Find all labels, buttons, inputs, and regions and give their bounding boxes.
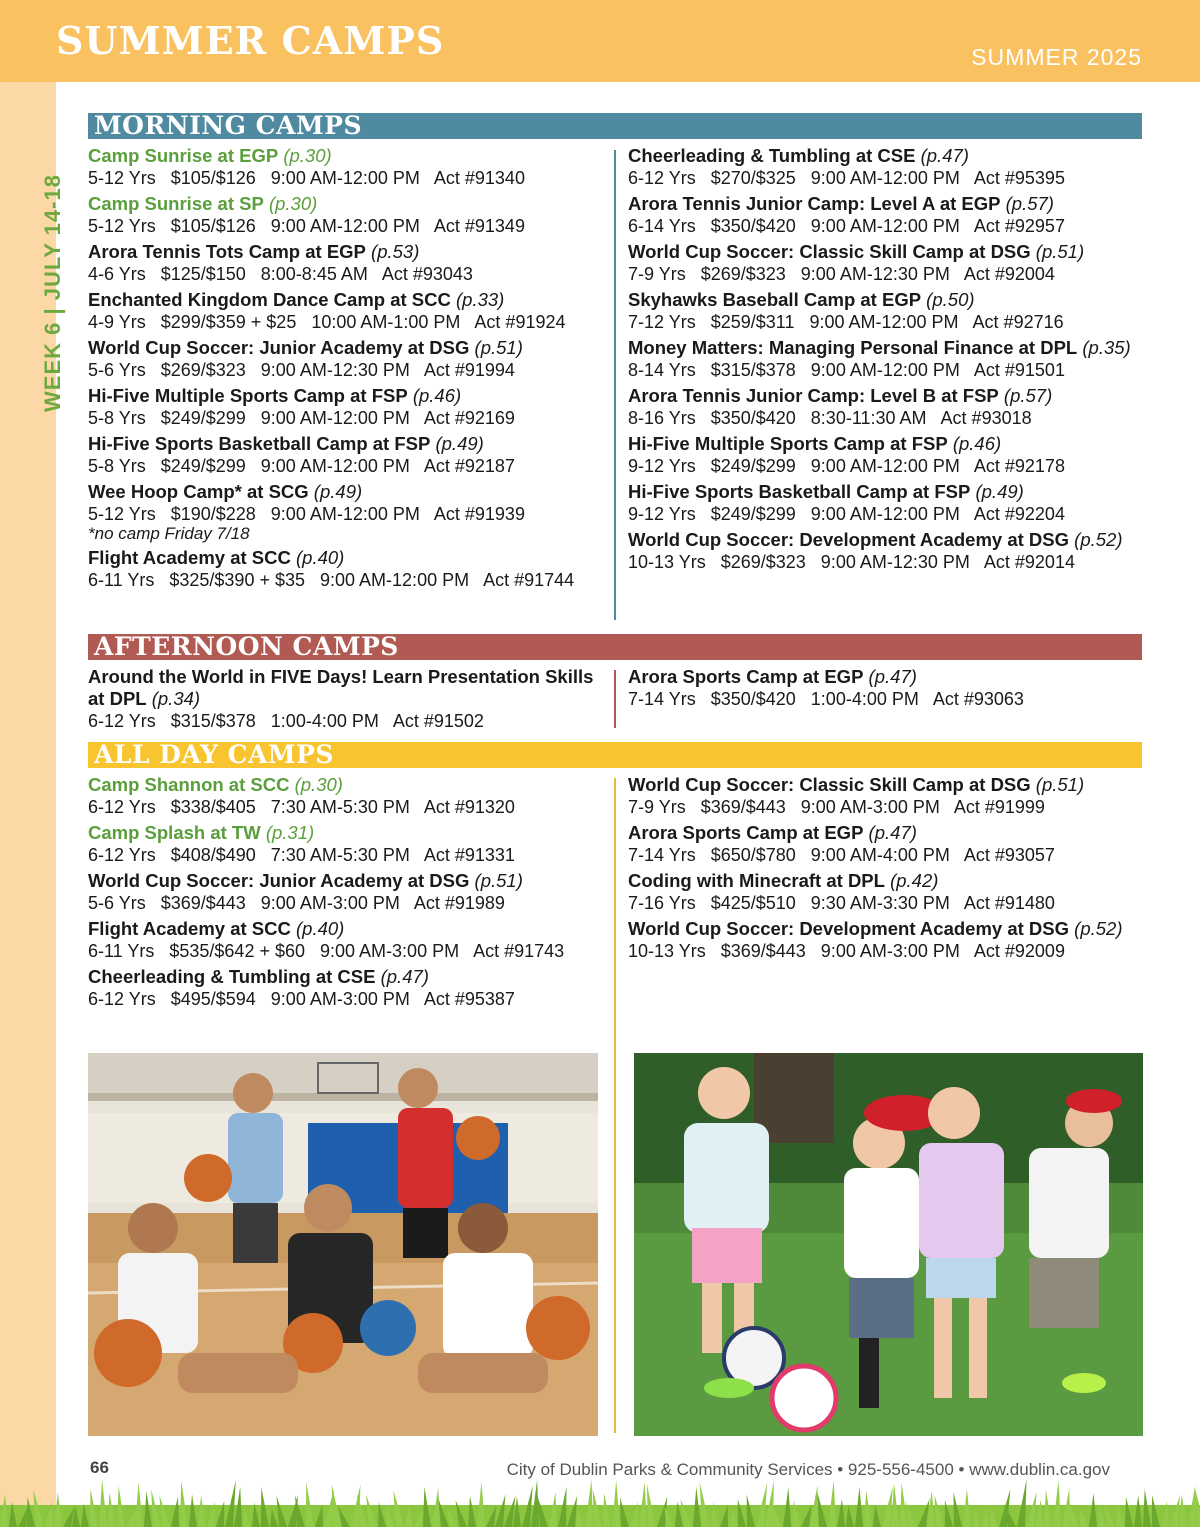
camp-name xyxy=(88,870,608,892)
basketball-camp-photo xyxy=(88,1053,598,1436)
camp-details: 5-12 Yrs $190/$228 9:00 AM-12:00 PM Act #91939 xyxy=(88,504,525,524)
camp-listing xyxy=(88,547,608,591)
camp-details: 5-8 Yrs $249/$299 9:00 AM-12:00 PM Act #92169 xyxy=(88,408,515,428)
camp-details: 6-12 Yrs $270/$325 9:00 AM-12:00 PM Act #95395 xyxy=(628,168,1065,188)
camp-details: 5-12 Yrs $105/$126 9:00 AM-12:00 PM Act #91349 xyxy=(88,216,525,236)
all-day-camps-right-column xyxy=(628,774,1143,966)
camp-name xyxy=(628,918,1143,940)
page-reference: (p.51) xyxy=(469,870,523,891)
page-reference: (p.57) xyxy=(998,385,1053,406)
grass-blade xyxy=(99,1479,107,1527)
all-day-camps-heading: ALL DAY CAMPS xyxy=(88,742,1142,768)
grass-blade xyxy=(585,1479,593,1527)
camp-listing xyxy=(628,529,1143,573)
camp-title: Around the World in FIVE Days! Learn Presentation Skills at DPL xyxy=(88,666,594,709)
page-reference: (p.42) xyxy=(884,870,939,891)
all-day-camps-left-column xyxy=(88,774,608,1014)
grass-blade xyxy=(828,1480,836,1527)
page-reference: (p.30) xyxy=(263,193,318,214)
camp-name xyxy=(628,870,1143,892)
camp-title: Cheerleading & Tumbling at CSE xyxy=(628,145,916,166)
page-reference: (p.30) xyxy=(289,774,343,795)
page-reference: (p.46) xyxy=(947,433,1002,454)
camp-title: Hi-Five Multiple Sports Camp at FSP xyxy=(628,433,948,454)
grass-decoration xyxy=(0,1475,1200,1527)
grass-blade xyxy=(135,1482,143,1527)
camp-details: 5-6 Yrs $369/$443 9:00 AM-3:00 PM Act #91989 xyxy=(88,893,505,913)
camp-details: 8-16 Yrs $350/$420 8:30-11:30 AM Act #93018 xyxy=(628,408,1032,428)
camp-title: Hi-Five Sports Basketball Camp at FSP xyxy=(88,433,431,454)
grass-blade xyxy=(531,1479,539,1527)
camp-listing xyxy=(88,145,608,189)
camp-name xyxy=(88,289,608,311)
camp-title: Skyhawks Baseball Camp at EGP xyxy=(628,289,922,310)
camp-listing xyxy=(628,193,1143,237)
camp-name xyxy=(628,193,1143,215)
page-reference: (p.51) xyxy=(469,337,523,358)
camp-title: Cheerleading & Tumbling at CSE xyxy=(88,966,376,987)
camp-name xyxy=(88,193,608,215)
camp-listing xyxy=(628,481,1143,525)
camp-title: Arora Sports Camp at EGP xyxy=(628,822,864,843)
camp-listing xyxy=(88,481,608,543)
afternoon-camps-right-column xyxy=(628,666,1143,714)
camp-title: World Cup Soccer: Classic Skill Camp at DSG xyxy=(628,241,1031,262)
morning-camps-right-column xyxy=(628,145,1143,577)
camp-name xyxy=(628,337,1143,359)
camp-listing xyxy=(628,666,1143,710)
camp-listing xyxy=(88,966,608,1010)
page-reference: (p.49) xyxy=(970,481,1024,502)
camp-details: 6-12 Yrs $315/$378 1:00-4:00 PM Act #91502 xyxy=(88,711,484,731)
camp-details: 6-11 Yrs $535/$642 + $60 9:00 AM-3:00 PM Act #91743 xyxy=(88,941,565,961)
week-sidebar xyxy=(0,82,65,1527)
page-header xyxy=(0,0,1200,82)
grass-blade xyxy=(1053,1481,1061,1527)
camp-name xyxy=(88,822,608,844)
camp-listing xyxy=(628,145,1143,189)
camp-title: Flight Academy at SCC xyxy=(88,918,291,939)
camp-title: World Cup Soccer: Development Academy at DSG xyxy=(628,918,1070,939)
grass-blade xyxy=(612,1480,620,1527)
camp-listing xyxy=(628,385,1143,429)
camp-listing xyxy=(88,289,608,333)
camp-name xyxy=(88,481,608,503)
camp-details: 7-16 Yrs $425/$510 9:30 AM-3:30 PM Act #91480 xyxy=(628,893,1055,913)
camp-name xyxy=(88,241,608,263)
page-reference: (p.46) xyxy=(407,385,462,406)
morning-camps-left-column xyxy=(88,145,608,595)
afternoon-camps-heading: AFTERNOON CAMPS xyxy=(88,634,1142,660)
camp-name xyxy=(628,241,1143,263)
camp-listing xyxy=(628,241,1143,285)
page-title: SUMMER CAMPS xyxy=(56,18,445,63)
camp-title: Arora Tennis Tots Camp at EGP xyxy=(88,241,366,262)
afternoon-camps-left-column xyxy=(88,666,608,736)
camp-name xyxy=(628,481,1143,503)
camp-details: 7-9 Yrs $369/$443 9:00 AM-3:00 PM Act #91999 xyxy=(628,797,1045,817)
page-reference: (p.47) xyxy=(863,822,917,843)
camp-title: Flight Academy at SCC xyxy=(88,547,291,568)
camp-listing xyxy=(628,870,1143,914)
camp-name xyxy=(88,774,608,796)
camp-details: 7-9 Yrs $269/$323 9:00 AM-12:30 PM Act #92004 xyxy=(628,264,1055,284)
page-reference: (p.40) xyxy=(290,918,345,939)
camp-name xyxy=(88,666,608,710)
camp-details: 6-12 Yrs $338/$405 7:30 AM-5:30 PM Act #91320 xyxy=(88,797,515,817)
page-reference: (p.40) xyxy=(290,547,345,568)
camp-name xyxy=(88,966,608,988)
camp-details: 8-14 Yrs $315/$378 9:00 AM-12:00 PM Act #91501 xyxy=(628,360,1065,380)
page-reference: (p.35) xyxy=(1077,337,1131,358)
camp-listing xyxy=(628,433,1143,477)
camp-name xyxy=(628,433,1143,455)
page-reference: (p.53) xyxy=(365,241,420,262)
camp-title: World Cup Soccer: Junior Academy at DSG xyxy=(88,337,470,358)
camp-title: Hi-Five Multiple Sports Camp at FSP xyxy=(88,385,408,406)
morning-camps-heading: MORNING CAMPS xyxy=(88,113,1142,139)
page-reference: (p.57) xyxy=(1000,193,1054,214)
camp-details: 5-8 Yrs $249/$299 9:00 AM-12:00 PM Act #92187 xyxy=(88,456,515,476)
camp-details: 9-12 Yrs $249/$299 9:00 AM-12:00 PM Act #92204 xyxy=(628,504,1065,524)
camp-name xyxy=(628,385,1143,407)
camp-details: 6-12 Yrs $408/$490 7:30 AM-5:30 PM Act #91331 xyxy=(88,845,515,865)
camp-name xyxy=(88,145,608,167)
soccer-camp-photo xyxy=(634,1053,1143,1436)
camp-title: Arora Sports Camp at EGP xyxy=(628,666,864,687)
camp-title: Camp Sunrise at EGP xyxy=(88,145,279,166)
camp-details: 4-9 Yrs $299/$359 + $25 10:00 AM-1:00 PM Act #91924 xyxy=(88,312,566,332)
season-label: SUMMER 2025 xyxy=(971,44,1142,70)
camp-name xyxy=(88,337,608,359)
page-reference: (p.52) xyxy=(1069,918,1123,939)
camp-listing xyxy=(628,918,1143,962)
grass-blade xyxy=(306,1482,314,1527)
camp-title: Camp Sunrise at SP xyxy=(88,193,264,214)
camp-listing xyxy=(628,337,1143,381)
camp-details: 10-13 Yrs $269/$323 9:00 AM-12:30 PM Act #92014 xyxy=(628,552,1075,572)
camp-details: 9-12 Yrs $249/$299 9:00 AM-12:00 PM Act #92178 xyxy=(628,456,1065,476)
camp-listing xyxy=(88,337,608,381)
camp-name xyxy=(628,774,1143,796)
camp-listing xyxy=(88,385,608,429)
camp-name xyxy=(88,433,608,455)
camp-note: *no camp Friday 7/18 xyxy=(88,524,250,543)
camp-title: Camp Shannon at SCC xyxy=(88,774,290,795)
page-number: 66 xyxy=(90,1458,109,1477)
camp-details: 6-12 Yrs $495/$594 9:00 AM-3:00 PM Act #95387 xyxy=(88,989,515,1009)
camp-title: World Cup Soccer: Development Academy at DSG xyxy=(628,529,1070,550)
camp-title: Enchanted Kingdom Dance Camp at SCC xyxy=(88,289,451,310)
camp-name xyxy=(628,666,1143,688)
camp-title: Coding with Minecraft at DPL xyxy=(628,870,885,891)
camp-details: 7-14 Yrs $650/$780 9:00 AM-4:00 PM Act #93057 xyxy=(628,845,1055,865)
camp-name xyxy=(628,145,1143,167)
camp-listing xyxy=(88,918,608,962)
page-reference: (p.30) xyxy=(278,145,332,166)
camp-details: 6-11 Yrs $325/$390 + $35 9:00 AM-12:00 PM Act #91744 xyxy=(88,570,575,590)
page-reference: (p.47) xyxy=(915,145,969,166)
grass-blade xyxy=(180,1480,188,1527)
page-reference: (p.34) xyxy=(146,688,201,709)
camp-name xyxy=(88,385,608,407)
camp-title: Wee Hoop Camp* at SCG xyxy=(88,481,309,502)
camp-listing xyxy=(88,822,608,866)
camp-details: 6-14 Yrs $350/$420 9:00 AM-12:00 PM Act #92957 xyxy=(628,216,1065,236)
page-reference: (p.49) xyxy=(430,433,484,454)
camp-title: World Cup Soccer: Classic Skill Camp at DSG xyxy=(628,774,1031,795)
camp-title: Arora Tennis Junior Camp: Level B at FSP xyxy=(628,385,999,406)
camp-title: Money Matters: Managing Personal Finance at DPL xyxy=(628,337,1078,358)
page-reference: (p.51) xyxy=(1030,774,1085,795)
camp-listing xyxy=(88,774,608,818)
camp-name xyxy=(88,547,608,569)
camp-title: Camp Splash at TW xyxy=(88,822,261,843)
camp-listing xyxy=(88,433,608,477)
grass-blade xyxy=(639,1482,647,1527)
footer-contact-info: City of Dublin Parks & Community Services • 925-556-4500 • www.dublin.ca.gov xyxy=(506,1460,1110,1479)
camp-details: 7-12 Yrs $259/$311 9:00 AM-12:00 PM Act #92716 xyxy=(628,312,1064,332)
afternoon-column-divider xyxy=(614,670,616,728)
page-reference: (p.47) xyxy=(375,966,429,987)
page-reference: (p.51) xyxy=(1030,241,1085,262)
camp-details: 5-6 Yrs $269/$323 9:00 AM-12:30 PM Act #91994 xyxy=(88,360,515,380)
camp-name xyxy=(628,289,1143,311)
camp-listing xyxy=(628,289,1143,333)
camp-name xyxy=(88,918,608,940)
page-reference: (p.52) xyxy=(1069,529,1123,550)
camp-title: World Cup Soccer: Junior Academy at DSG xyxy=(88,870,470,891)
camp-details: 10-13 Yrs $369/$443 9:00 AM-3:00 PM Act #92009 xyxy=(628,941,1065,961)
camp-title: Arora Tennis Junior Camp: Level A at EGP xyxy=(628,193,1001,214)
page-reference: (p.50) xyxy=(921,289,975,310)
camp-listing xyxy=(88,870,608,914)
page-reference: (p.47) xyxy=(863,666,917,687)
camp-title: Hi-Five Sports Basketball Camp at FSP xyxy=(628,481,971,502)
camp-listing xyxy=(628,822,1143,866)
page-reference: (p.49) xyxy=(308,481,363,502)
camp-listing xyxy=(88,193,608,237)
camp-listing xyxy=(628,774,1143,818)
page-reference: (p.31) xyxy=(260,822,315,843)
morning-column-divider xyxy=(614,150,616,620)
all-day-column-divider xyxy=(614,778,616,1433)
camp-listing xyxy=(88,666,608,732)
camp-details: 7-14 Yrs $350/$420 1:00-4:00 PM Act #93063 xyxy=(628,689,1024,709)
page-reference: (p.33) xyxy=(450,289,505,310)
camp-listing xyxy=(88,241,608,285)
camp-name xyxy=(628,822,1143,844)
week-label: WEEK 6 | JULY 14-18 xyxy=(40,174,65,412)
grass-blade xyxy=(477,1482,485,1527)
camp-details: 4-6 Yrs $125/$150 8:00-8:45 AM Act #93043 xyxy=(88,264,473,284)
camp-details: 5-12 Yrs $105/$126 9:00 AM-12:00 PM Act #91340 xyxy=(88,168,525,188)
camp-name xyxy=(628,529,1143,551)
